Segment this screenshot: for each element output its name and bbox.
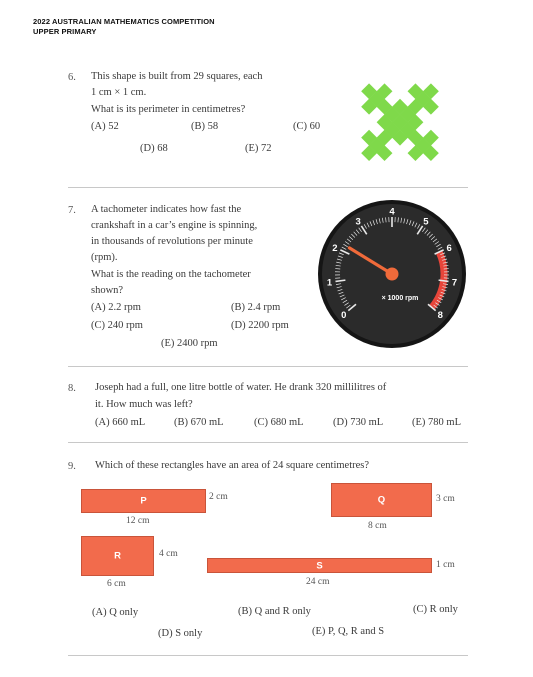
q9-question: Which of these rectangles have an area of 24 square centimetres? (95, 460, 370, 471)
q9-number: 9. (68, 461, 76, 472)
q9-option-d[interactable]: (D) S only (158, 628, 203, 639)
rect-q-width: 8 cm (368, 521, 387, 531)
q7-line-3: in thousands of revolutions per minute (91, 236, 253, 247)
divider (68, 442, 468, 443)
gauge-label-1: 1 (326, 277, 333, 289)
q8-line-2: it. How much was left? (95, 399, 193, 410)
gauge-label-6: 6 (446, 242, 452, 254)
q7-line-4: (rpm). (91, 252, 118, 263)
q8-number: 8. (68, 383, 76, 394)
q6-option-b[interactable]: (B) 58 (191, 121, 219, 132)
q9-option-e[interactable]: (E) P, Q, R and S (312, 626, 385, 637)
gauge-label-2: 2 (332, 242, 338, 254)
q9-option-a[interactable]: (A) Q only (92, 607, 139, 618)
q7-tachometer (316, 198, 468, 350)
q9-option-c[interactable]: (C) R only (413, 604, 458, 615)
q7-option-b[interactable]: (B) 2.4 rpm (231, 302, 281, 313)
q8-option-a[interactable]: (A) 660 mL (95, 417, 146, 428)
rect-p-label: P (140, 495, 147, 507)
rect-p-height: 2 cm (209, 492, 228, 502)
rect-r-label: R (114, 550, 121, 562)
divider (68, 366, 468, 367)
q6-shape-figure (344, 66, 456, 178)
rect-p-width: 12 cm (126, 516, 150, 526)
q7-line-2: crankshaft in a car’s engine is spinning, (91, 220, 258, 231)
q8-option-e[interactable]: (E) 780 mL (412, 417, 461, 428)
q8-option-c[interactable]: (C) 680 mL (254, 417, 304, 428)
q9-option-b[interactable]: (B) Q and R only (238, 606, 311, 617)
q7-option-a[interactable]: (A) 2.2 rpm (91, 302, 141, 313)
q6-line-1: This shape is built from 29 squares, each (91, 71, 263, 82)
rect-s-width: 24 cm (306, 577, 330, 587)
competition-title: 2022 AUSTRALIAN MATHEMATICS COMPETITION (33, 17, 215, 26)
q6-option-e[interactable]: (E) 72 (245, 143, 272, 154)
rect-q-label: Q (377, 494, 386, 506)
gauge-label-5: 5 (423, 216, 429, 228)
rect-p (81, 489, 206, 513)
gauge-label-8: 8 (437, 309, 443, 321)
q6-number: 6. (68, 72, 76, 83)
q6-line-2: 1 cm × 1 cm. (91, 87, 147, 98)
gauge-label-0: 0 (341, 309, 347, 321)
gauge-label-3: 3 (355, 216, 361, 228)
gauge-label-7: 7 (451, 277, 458, 289)
divider (68, 655, 468, 656)
q7-line-1: A tachometer indicates how fast the (91, 204, 242, 215)
q8-option-d[interactable]: (D) 730 mL (333, 417, 384, 428)
rect-r (81, 536, 154, 576)
q6-option-c[interactable]: (C) 60 (293, 121, 321, 132)
q7-option-e[interactable]: (E) 2400 rpm (161, 338, 218, 349)
q6-line-3: What is its perimeter in centimetres? (91, 104, 246, 115)
q8-line-1: Joseph had a full, one litre bottle of water. He drank 320 millilitres of (95, 382, 387, 393)
q6-option-a[interactable]: (A) 52 (91, 121, 119, 132)
q6-option-d[interactable]: (D) 68 (140, 143, 168, 154)
division-title: UPPER PRIMARY (33, 27, 97, 36)
rect-s-label: S (316, 560, 323, 571)
q7-number: 7. (68, 205, 76, 216)
q7-option-d[interactable]: (D) 2200 rpm (231, 320, 289, 331)
rect-q-height: 3 cm (436, 494, 455, 504)
gauge-unit-label: × 1000 rpm (381, 295, 419, 302)
q7-option-c[interactable]: (C) 240 rpm (91, 320, 143, 331)
rect-s-height: 1 cm (436, 560, 455, 570)
rect-r-height: 4 cm (159, 549, 178, 559)
rect-r-width: 6 cm (107, 579, 126, 589)
q7-line-6: shown? (91, 285, 124, 296)
needle-hub (386, 268, 399, 281)
q7-line-5: What is the reading on the tachometer (91, 269, 251, 280)
q8-option-b[interactable]: (B) 670 mL (174, 417, 224, 428)
gauge-label-4: 4 (389, 206, 395, 218)
divider (68, 187, 468, 188)
rect-q (331, 483, 432, 517)
rect-s (207, 558, 432, 573)
